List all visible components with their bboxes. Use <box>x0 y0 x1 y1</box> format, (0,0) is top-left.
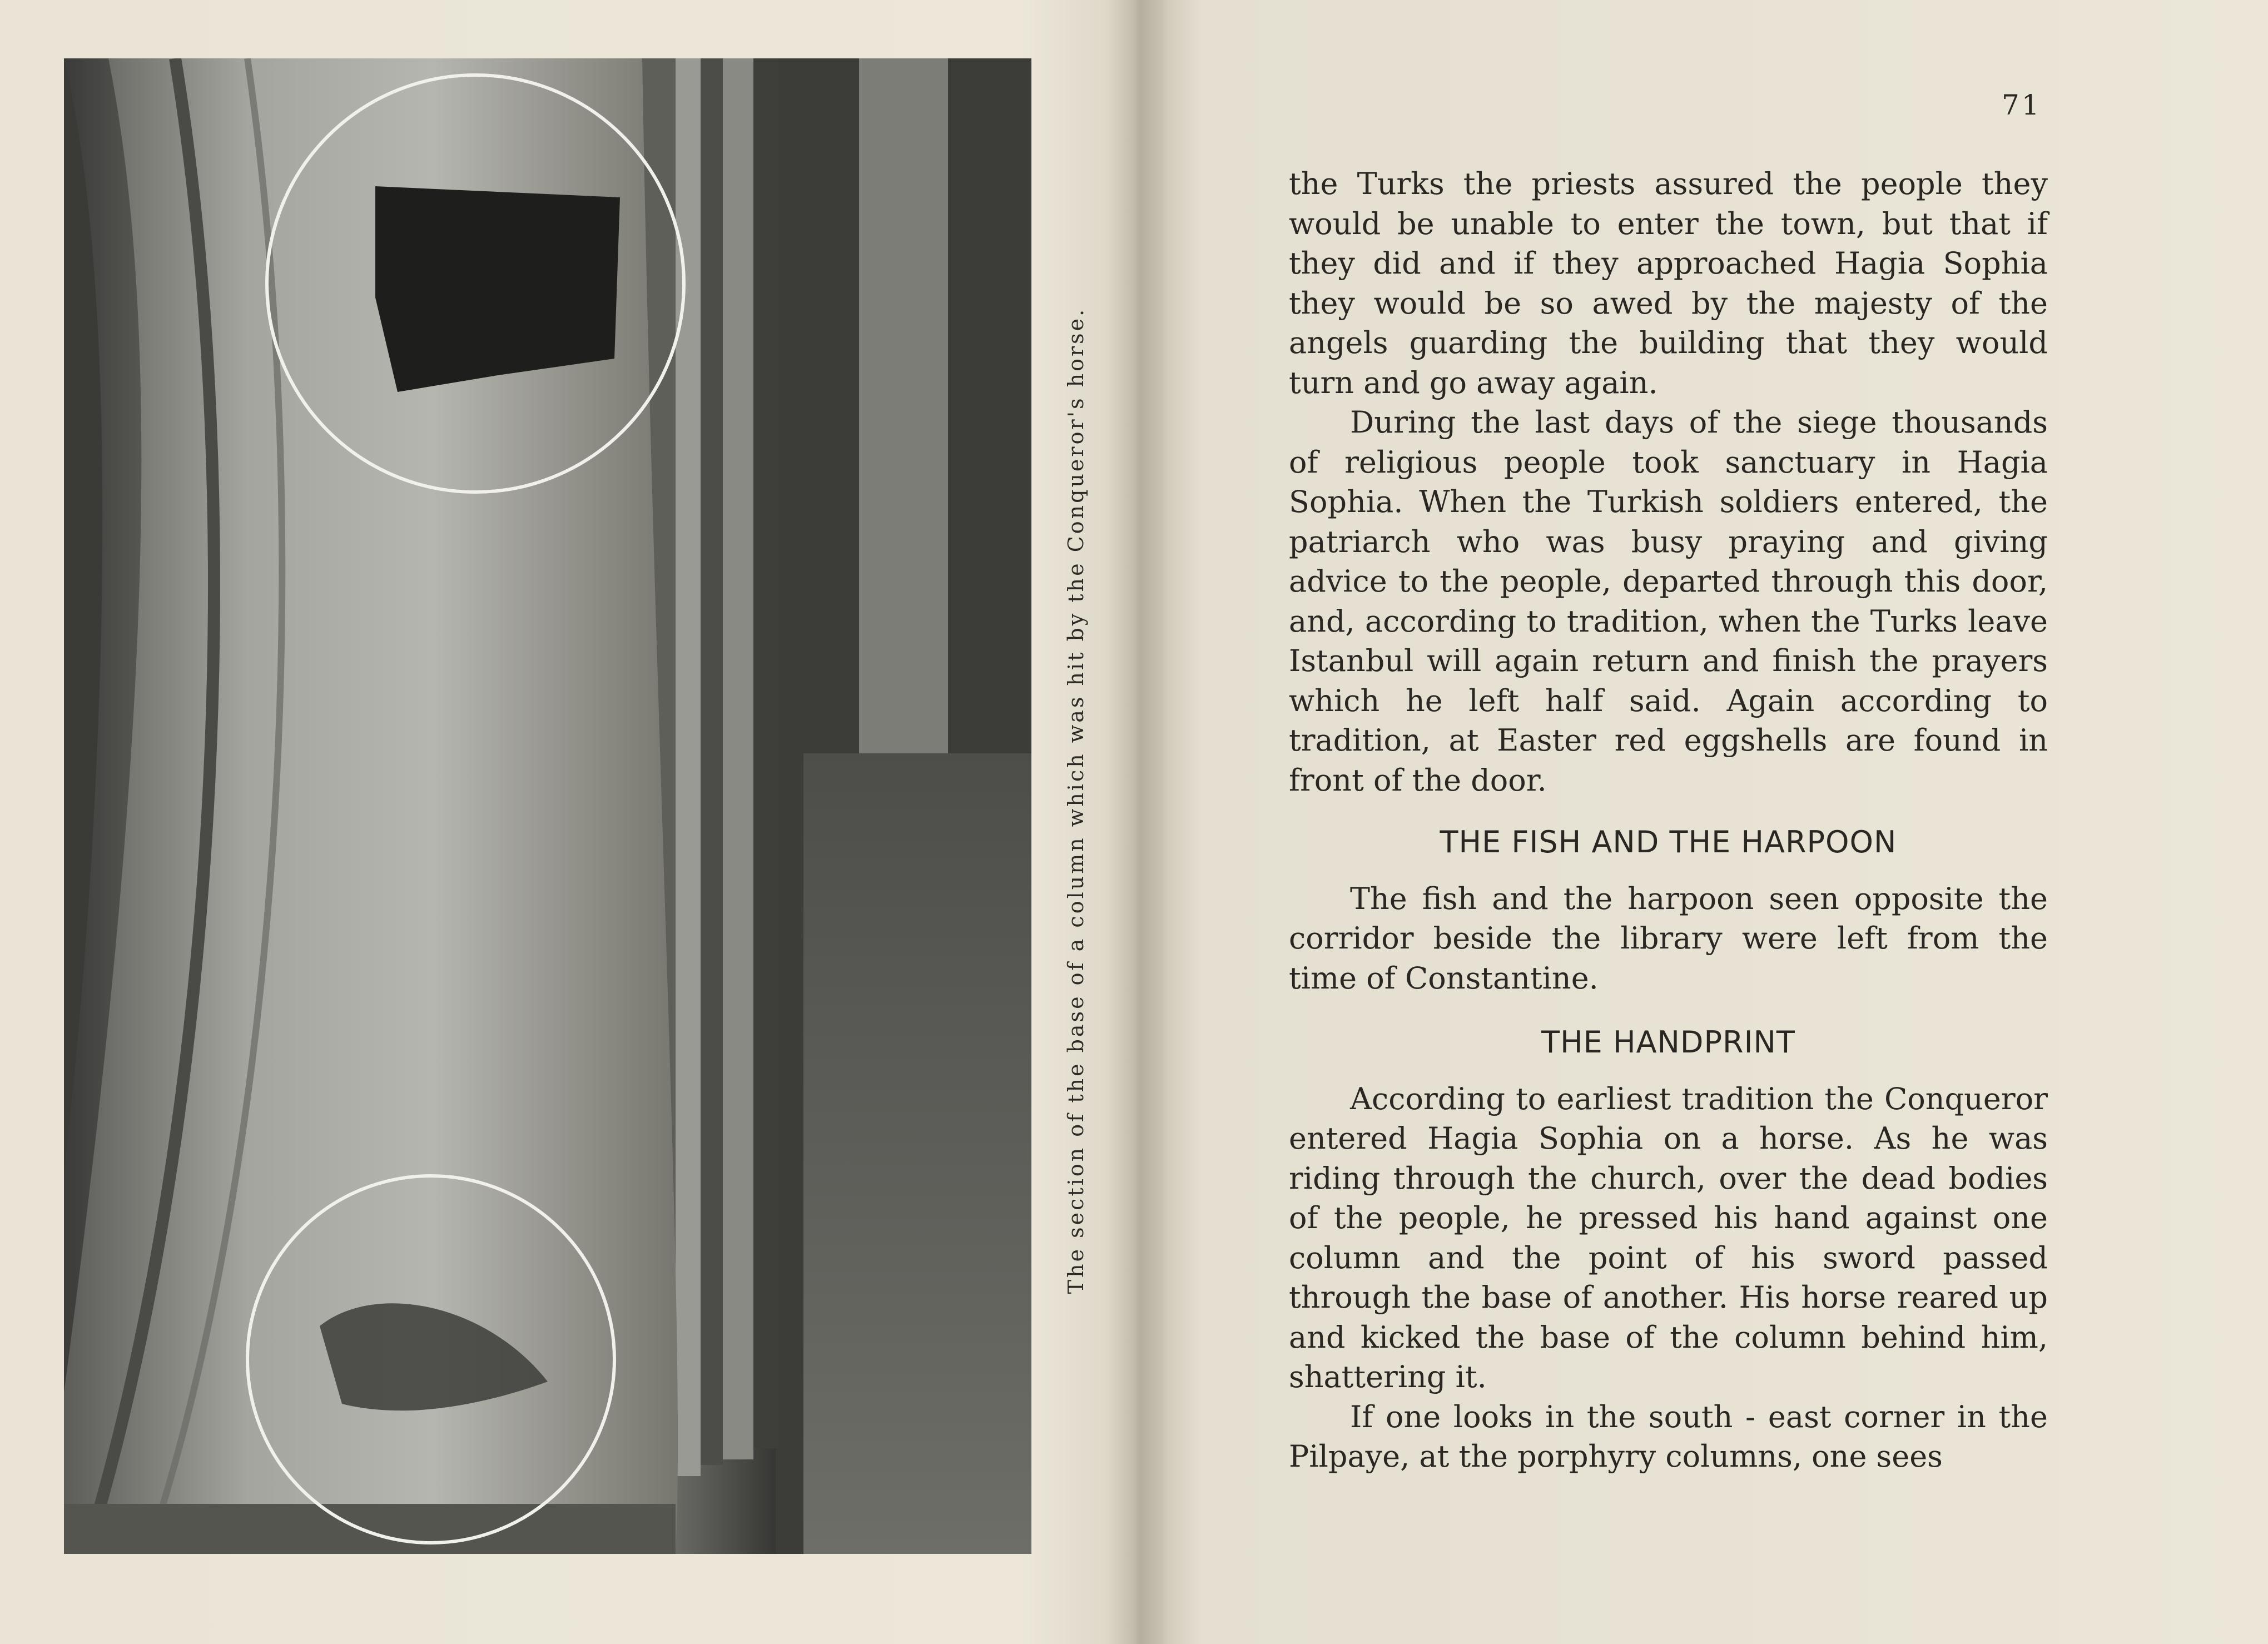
photograph-column-base-icon <box>64 58 1031 1554</box>
page-number: 71 <box>2002 89 2042 121</box>
paragraph-handprint-1: According to earliest tradition the Conqueror entered Hagia Sophia on a horse. As he was riding through the church, over the dead bodies of the people, he pressed his hand against one column and the point of his sword passed through the base of another. His horse reared up and kicked the base of the column behind him, shattering it. <box>1289 1081 2048 1394</box>
photo-caption: The section of the base of a column which was hit by the Conqueror's horse. <box>1064 307 1088 1294</box>
paragraph-fish-harpoon: The fish and the harpoon seen opposite the corridor beside the library were left from the time of Constantine. <box>1289 881 2048 996</box>
section-heading-handprint: THE HANDPRINT <box>1541 1025 1795 1060</box>
section-heading-fish-harpoon: THE FISH AND THE HARPOON <box>1440 825 1897 860</box>
body-text <box>1289 164 2048 1477</box>
right-page <box>1134 0 2268 1644</box>
photo-caption-wrap <box>1059 295 1093 1307</box>
paragraph-1: the Turks the priests assured the people they would be unable to enter the town, but that if they did and if they approached Hagia Sophia they would be so awed by the majesty of the angels guarding the building that they would turn and go away again. <box>1289 166 2048 400</box>
paragraph-2: During the last days of the siege thousands of religious people took sanctuary in Hagia Sophia. When the Turkish soldiers entered, the patriarch who was busy praying and giving advice to the people, departed through this door, and, according to tradition, when the Turks leave Istanbul will again return and finish the prayers which he left half said. Again according to tradition, at Easter red eggshells are found in front of the door. <box>1289 405 2048 798</box>
paragraph-handprint-2: If one looks in the south - east corner in the Pilpaye, at the porphyry columns, one sees <box>1289 1399 2048 1474</box>
column-base-photograph <box>64 58 1031 1554</box>
